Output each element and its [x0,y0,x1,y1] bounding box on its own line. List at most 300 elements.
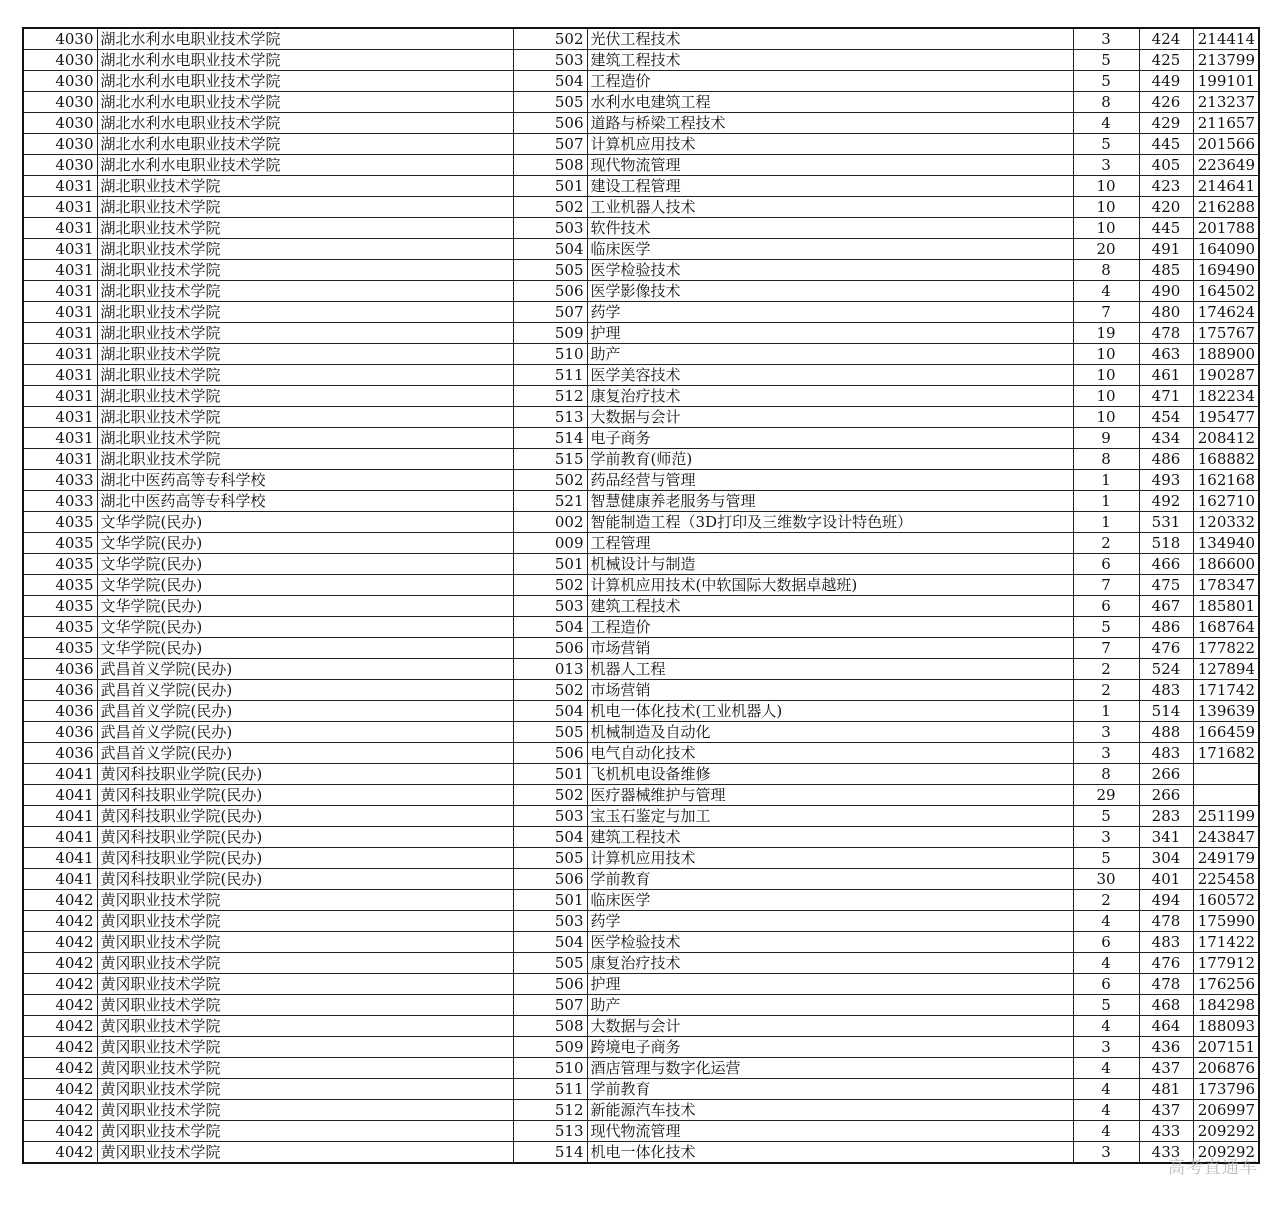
admission-table [22,27,1260,1164]
school-name-cell: 黄冈科技职业学院(民办) [97,764,513,785]
major-name-cell: 飞机机电设备维修 [587,764,1073,785]
major-name-cell: 机械制造及自动化 [587,722,1073,743]
min-rank-cell: 162168 [1193,470,1259,491]
min-score-cell: 514 [1139,701,1193,722]
major-code-cell: 505 [513,260,587,281]
school-code-cell: 4042 [23,995,97,1016]
table-row [23,890,1259,911]
school-name-cell: 湖北水利水电职业技术学院 [97,92,513,113]
table-row [23,1058,1259,1079]
min-score-cell: 426 [1139,92,1193,113]
major-name-cell: 市场营销 [587,638,1073,659]
major-name-cell: 智能制造工程（3D打印及三维数字设计特色班） [587,512,1073,533]
school-code-cell: 4042 [23,932,97,953]
table-row [23,638,1259,659]
plan-count-cell: 4 [1073,953,1139,974]
major-code-cell: 502 [513,785,587,806]
school-code-cell: 4031 [23,281,97,302]
school-code-cell: 4035 [23,533,97,554]
table-row [23,155,1259,176]
school-name-cell: 湖北中医药高等专科学校 [97,470,513,491]
plan-count-cell: 1 [1073,701,1139,722]
plan-count-cell: 1 [1073,491,1139,512]
plan-count-cell: 29 [1073,785,1139,806]
school-name-cell: 黄冈科技职业学院(民办) [97,869,513,890]
school-code-cell: 4033 [23,470,97,491]
min-score-cell: 341 [1139,827,1193,848]
plan-count-cell: 5 [1073,617,1139,638]
major-code-cell: 501 [513,764,587,785]
plan-count-cell: 2 [1073,533,1139,554]
major-code-cell: 521 [513,491,587,512]
min-score-cell: 475 [1139,575,1193,596]
major-code-cell: 505 [513,92,587,113]
plan-count-cell: 3 [1073,827,1139,848]
plan-count-cell: 10 [1073,197,1139,218]
min-score-cell: 405 [1139,155,1193,176]
major-name-cell: 跨境电子商务 [587,1037,1073,1058]
school-code-cell: 4042 [23,1058,97,1079]
min-score-cell: 437 [1139,1058,1193,1079]
school-name-cell: 黄冈科技职业学院(民办) [97,827,513,848]
plan-count-cell: 3 [1073,1142,1139,1164]
plan-count-cell: 10 [1073,365,1139,386]
table-row [23,449,1259,470]
plan-count-cell: 6 [1073,932,1139,953]
major-code-cell: 513 [513,1121,587,1142]
major-code-cell: 504 [513,932,587,953]
table-row [23,911,1259,932]
major-code-cell: 512 [513,386,587,407]
school-name-cell: 湖北职业技术学院 [97,386,513,407]
min-rank-cell: 209292 [1193,1142,1259,1164]
min-score-cell: 420 [1139,197,1193,218]
table-row [23,50,1259,71]
school-name-cell: 黄冈职业技术学院 [97,1121,513,1142]
major-code-cell: 502 [513,197,587,218]
table-row [23,932,1259,953]
min-score-cell: 283 [1139,806,1193,827]
table-row [23,848,1259,869]
min-rank-cell: 201566 [1193,134,1259,155]
school-name-cell: 文华学院(民办) [97,638,513,659]
min-rank-cell: 209292 [1193,1121,1259,1142]
table-row [23,1142,1259,1164]
major-name-cell: 建筑工程技术 [587,827,1073,848]
school-name-cell: 黄冈职业技术学院 [97,932,513,953]
min-rank-cell: 168764 [1193,617,1259,638]
school-code-cell: 4042 [23,974,97,995]
min-rank-cell: 186600 [1193,554,1259,575]
plan-count-cell: 4 [1073,911,1139,932]
major-name-cell: 康复治疗技术 [587,386,1073,407]
school-code-cell: 4035 [23,638,97,659]
major-code-cell: 514 [513,1142,587,1164]
plan-count-cell: 8 [1073,92,1139,113]
major-code-cell: 505 [513,953,587,974]
plan-count-cell: 5 [1073,848,1139,869]
min-score-cell: 425 [1139,50,1193,71]
school-name-cell: 湖北水利水电职业技术学院 [97,28,513,50]
plan-count-cell: 4 [1073,1079,1139,1100]
major-code-cell: 511 [513,1079,587,1100]
school-name-cell: 黄冈职业技术学院 [97,953,513,974]
min-score-cell: 483 [1139,680,1193,701]
admission-table-sheet [22,27,1260,1164]
table-row [23,764,1259,785]
major-name-cell: 机器人工程 [587,659,1073,680]
school-name-cell: 湖北水利水电职业技术学院 [97,155,513,176]
min-rank-cell: 164090 [1193,239,1259,260]
major-code-cell: 504 [513,239,587,260]
school-code-cell: 4030 [23,134,97,155]
min-score-cell: 445 [1139,134,1193,155]
table-row [23,554,1259,575]
major-code-cell: 506 [513,869,587,890]
major-code-cell: 509 [513,323,587,344]
table-row [23,1100,1259,1121]
plan-count-cell: 10 [1073,176,1139,197]
table-body [23,28,1259,1163]
plan-count-cell: 4 [1073,1016,1139,1037]
min-score-cell: 436 [1139,1037,1193,1058]
min-rank-cell [1193,785,1259,806]
plan-count-cell: 8 [1073,764,1139,785]
min-rank-cell: 171422 [1193,932,1259,953]
major-code-cell: 002 [513,512,587,533]
table-row [23,596,1259,617]
min-rank-cell: 134940 [1193,533,1259,554]
table-row [23,386,1259,407]
min-score-cell: 461 [1139,365,1193,386]
school-code-cell: 4041 [23,827,97,848]
school-name-cell: 文华学院(民办) [97,575,513,596]
min-rank-cell: 225458 [1193,869,1259,890]
min-score-cell: 401 [1139,869,1193,890]
major-name-cell: 药品经营与管理 [587,470,1073,491]
major-code-cell: 504 [513,617,587,638]
table-row [23,743,1259,764]
school-name-cell: 湖北职业技术学院 [97,428,513,449]
major-code-cell: 501 [513,176,587,197]
school-code-cell: 4041 [23,785,97,806]
school-code-cell: 4031 [23,260,97,281]
major-name-cell: 建筑工程技术 [587,50,1073,71]
min-score-cell: 467 [1139,596,1193,617]
school-code-cell: 4035 [23,575,97,596]
min-rank-cell [1193,764,1259,785]
school-name-cell: 黄冈职业技术学院 [97,1037,513,1058]
school-code-cell: 4042 [23,890,97,911]
major-name-cell: 医疗器械维护与管理 [587,785,1073,806]
school-name-cell: 湖北水利水电职业技术学院 [97,50,513,71]
min-score-cell: 471 [1139,386,1193,407]
watermark: 高考直通车 [1168,1158,1258,1178]
major-code-cell: 507 [513,995,587,1016]
min-rank-cell: 199101 [1193,71,1259,92]
major-code-cell: 506 [513,281,587,302]
major-name-cell: 水利水电建筑工程 [587,92,1073,113]
school-name-cell: 黄冈职业技术学院 [97,1016,513,1037]
school-name-cell: 湖北中医药高等专科学校 [97,491,513,512]
min-rank-cell: 213799 [1193,50,1259,71]
school-code-cell: 4041 [23,764,97,785]
min-score-cell: 485 [1139,260,1193,281]
school-name-cell: 湖北职业技术学院 [97,197,513,218]
major-code-cell: 501 [513,554,587,575]
min-rank-cell: 185801 [1193,596,1259,617]
school-name-cell: 黄冈职业技术学院 [97,1079,513,1100]
major-code-cell: 506 [513,113,587,134]
school-name-cell: 文华学院(民办) [97,533,513,554]
plan-count-cell: 3 [1073,155,1139,176]
major-name-cell: 临床医学 [587,239,1073,260]
min-score-cell: 480 [1139,302,1193,323]
min-rank-cell: 162710 [1193,491,1259,512]
school-code-cell: 4030 [23,155,97,176]
major-name-cell: 智慧健康养老服务与管理 [587,491,1073,512]
school-code-cell: 4030 [23,113,97,134]
school-name-cell: 黄冈科技职业学院(民办) [97,785,513,806]
min-score-cell: 483 [1139,932,1193,953]
plan-count-cell: 6 [1073,554,1139,575]
min-score-cell: 531 [1139,512,1193,533]
table-row [23,533,1259,554]
min-score-cell: 449 [1139,71,1193,92]
min-rank-cell: 175990 [1193,911,1259,932]
min-score-cell: 491 [1139,239,1193,260]
major-name-cell: 现代物流管理 [587,155,1073,176]
school-code-cell: 4035 [23,596,97,617]
major-code-cell: 504 [513,71,587,92]
major-code-cell: 503 [513,50,587,71]
school-code-cell: 4031 [23,302,97,323]
school-code-cell: 4031 [23,365,97,386]
major-code-cell: 506 [513,743,587,764]
school-code-cell: 4035 [23,554,97,575]
table-row [23,344,1259,365]
table-row [23,680,1259,701]
table-row [23,323,1259,344]
major-code-cell: 503 [513,596,587,617]
school-code-cell: 4036 [23,743,97,764]
plan-count-cell: 9 [1073,428,1139,449]
min-score-cell: 424 [1139,28,1193,50]
major-name-cell: 工业机器人技术 [587,197,1073,218]
table-row [23,71,1259,92]
major-name-cell: 计算机应用技术 [587,848,1073,869]
table-row [23,1079,1259,1100]
school-code-cell: 4031 [23,428,97,449]
major-code-cell: 506 [513,974,587,995]
major-name-cell: 机械设计与制造 [587,554,1073,575]
school-name-cell: 武昌首义学院(民办) [97,680,513,701]
min-score-cell: 266 [1139,764,1193,785]
major-code-cell: 515 [513,449,587,470]
major-name-cell: 医学影像技术 [587,281,1073,302]
min-rank-cell: 169490 [1193,260,1259,281]
major-code-cell: 502 [513,575,587,596]
school-code-cell: 4030 [23,92,97,113]
school-code-cell: 4030 [23,71,97,92]
school-code-cell: 4042 [23,1121,97,1142]
school-code-cell: 4036 [23,659,97,680]
min-rank-cell: 177912 [1193,953,1259,974]
min-rank-cell: 214641 [1193,176,1259,197]
min-rank-cell: 251199 [1193,806,1259,827]
school-name-cell: 黄冈职业技术学院 [97,911,513,932]
table-row [23,239,1259,260]
major-name-cell: 临床医学 [587,890,1073,911]
min-score-cell: 478 [1139,974,1193,995]
min-rank-cell: 190287 [1193,365,1259,386]
plan-count-cell: 10 [1073,407,1139,428]
min-score-cell: 433 [1139,1121,1193,1142]
min-rank-cell: 211657 [1193,113,1259,134]
min-score-cell: 492 [1139,491,1193,512]
school-code-cell: 4042 [23,1079,97,1100]
school-name-cell: 湖北职业技术学院 [97,260,513,281]
major-name-cell: 软件技术 [587,218,1073,239]
min-score-cell: 478 [1139,911,1193,932]
school-code-cell: 4036 [23,680,97,701]
table-row [23,134,1259,155]
table-row [23,995,1259,1016]
school-name-cell: 黄冈职业技术学院 [97,974,513,995]
major-code-cell: 509 [513,1037,587,1058]
major-name-cell: 建筑工程技术 [587,596,1073,617]
major-code-cell: 505 [513,722,587,743]
min-rank-cell: 206997 [1193,1100,1259,1121]
school-name-cell: 武昌首义学院(民办) [97,659,513,680]
table-row [23,218,1259,239]
school-code-cell: 4041 [23,869,97,890]
min-rank-cell: 127894 [1193,659,1259,680]
min-score-cell: 494 [1139,890,1193,911]
school-name-cell: 武昌首义学院(民办) [97,743,513,764]
school-name-cell: 湖北水利水电职业技术学院 [97,71,513,92]
major-name-cell: 医学检验技术 [587,260,1073,281]
major-name-cell: 学前教育(师范) [587,449,1073,470]
school-code-cell: 4031 [23,449,97,470]
min-score-cell: 518 [1139,533,1193,554]
school-code-cell: 4042 [23,1142,97,1164]
table-row [23,281,1259,302]
school-code-cell: 4031 [23,176,97,197]
min-rank-cell: 206876 [1193,1058,1259,1079]
min-rank-cell: 195477 [1193,407,1259,428]
school-code-cell: 4031 [23,323,97,344]
school-code-cell: 4042 [23,1037,97,1058]
table-row [23,491,1259,512]
school-name-cell: 黄冈职业技术学院 [97,1058,513,1079]
plan-count-cell: 5 [1073,50,1139,71]
major-code-cell: 504 [513,827,587,848]
major-code-cell: 506 [513,638,587,659]
school-name-cell: 文华学院(民办) [97,617,513,638]
plan-count-cell: 10 [1073,344,1139,365]
major-code-cell: 507 [513,134,587,155]
major-name-cell: 宝玉石鉴定与加工 [587,806,1073,827]
min-rank-cell: 173796 [1193,1079,1259,1100]
school-name-cell: 湖北水利水电职业技术学院 [97,113,513,134]
school-code-cell: 4031 [23,344,97,365]
plan-count-cell: 5 [1073,806,1139,827]
school-name-cell: 湖北职业技术学院 [97,218,513,239]
min-score-cell: 478 [1139,323,1193,344]
min-rank-cell: 171742 [1193,680,1259,701]
major-name-cell: 酒店管理与数字化运营 [587,1058,1073,1079]
plan-count-cell: 4 [1073,1121,1139,1142]
min-score-cell: 266 [1139,785,1193,806]
plan-count-cell: 1 [1073,512,1139,533]
min-rank-cell: 184298 [1193,995,1259,1016]
school-name-cell: 湖北水利水电职业技术学院 [97,134,513,155]
major-code-cell: 514 [513,428,587,449]
min-score-cell: 466 [1139,554,1193,575]
table-row [23,176,1259,197]
min-rank-cell: 164502 [1193,281,1259,302]
min-rank-cell: 243847 [1193,827,1259,848]
table-row [23,365,1259,386]
school-name-cell: 黄冈职业技术学院 [97,995,513,1016]
min-score-cell: 468 [1139,995,1193,1016]
plan-count-cell: 3 [1073,1037,1139,1058]
min-score-cell: 464 [1139,1016,1193,1037]
school-code-cell: 4041 [23,806,97,827]
min-score-cell: 486 [1139,617,1193,638]
min-score-cell: 423 [1139,176,1193,197]
school-code-cell: 4030 [23,50,97,71]
min-score-cell: 481 [1139,1079,1193,1100]
major-code-cell: 507 [513,302,587,323]
plan-count-cell: 7 [1073,575,1139,596]
major-code-cell: 510 [513,1058,587,1079]
school-code-cell: 4041 [23,848,97,869]
plan-count-cell: 4 [1073,1100,1139,1121]
min-score-cell: 454 [1139,407,1193,428]
school-name-cell: 湖北职业技术学院 [97,281,513,302]
major-name-cell: 市场营销 [587,680,1073,701]
plan-count-cell: 20 [1073,239,1139,260]
plan-count-cell: 2 [1073,680,1139,701]
major-code-cell: 508 [513,155,587,176]
major-name-cell: 电子商务 [587,428,1073,449]
min-rank-cell: 177822 [1193,638,1259,659]
school-name-cell: 武昌首义学院(民办) [97,722,513,743]
school-code-cell: 4042 [23,1016,97,1037]
plan-count-cell: 5 [1073,995,1139,1016]
min-score-cell: 483 [1139,743,1193,764]
school-name-cell: 湖北职业技术学院 [97,302,513,323]
school-name-cell: 湖北职业技术学院 [97,239,513,260]
school-name-cell: 湖北职业技术学院 [97,449,513,470]
major-code-cell: 502 [513,470,587,491]
table-row [23,701,1259,722]
min-score-cell: 445 [1139,218,1193,239]
school-name-cell: 黄冈科技职业学院(民办) [97,806,513,827]
major-name-cell: 道路与桥梁工程技术 [587,113,1073,134]
major-name-cell: 大数据与会计 [587,407,1073,428]
min-rank-cell: 166459 [1193,722,1259,743]
min-rank-cell: 178347 [1193,575,1259,596]
major-name-cell: 学前教育 [587,1079,1073,1100]
major-name-cell: 机电一体化技术 [587,1142,1073,1164]
major-name-cell: 医学美容技术 [587,365,1073,386]
plan-count-cell: 30 [1073,869,1139,890]
major-code-cell: 512 [513,1100,587,1121]
school-code-cell: 4031 [23,218,97,239]
